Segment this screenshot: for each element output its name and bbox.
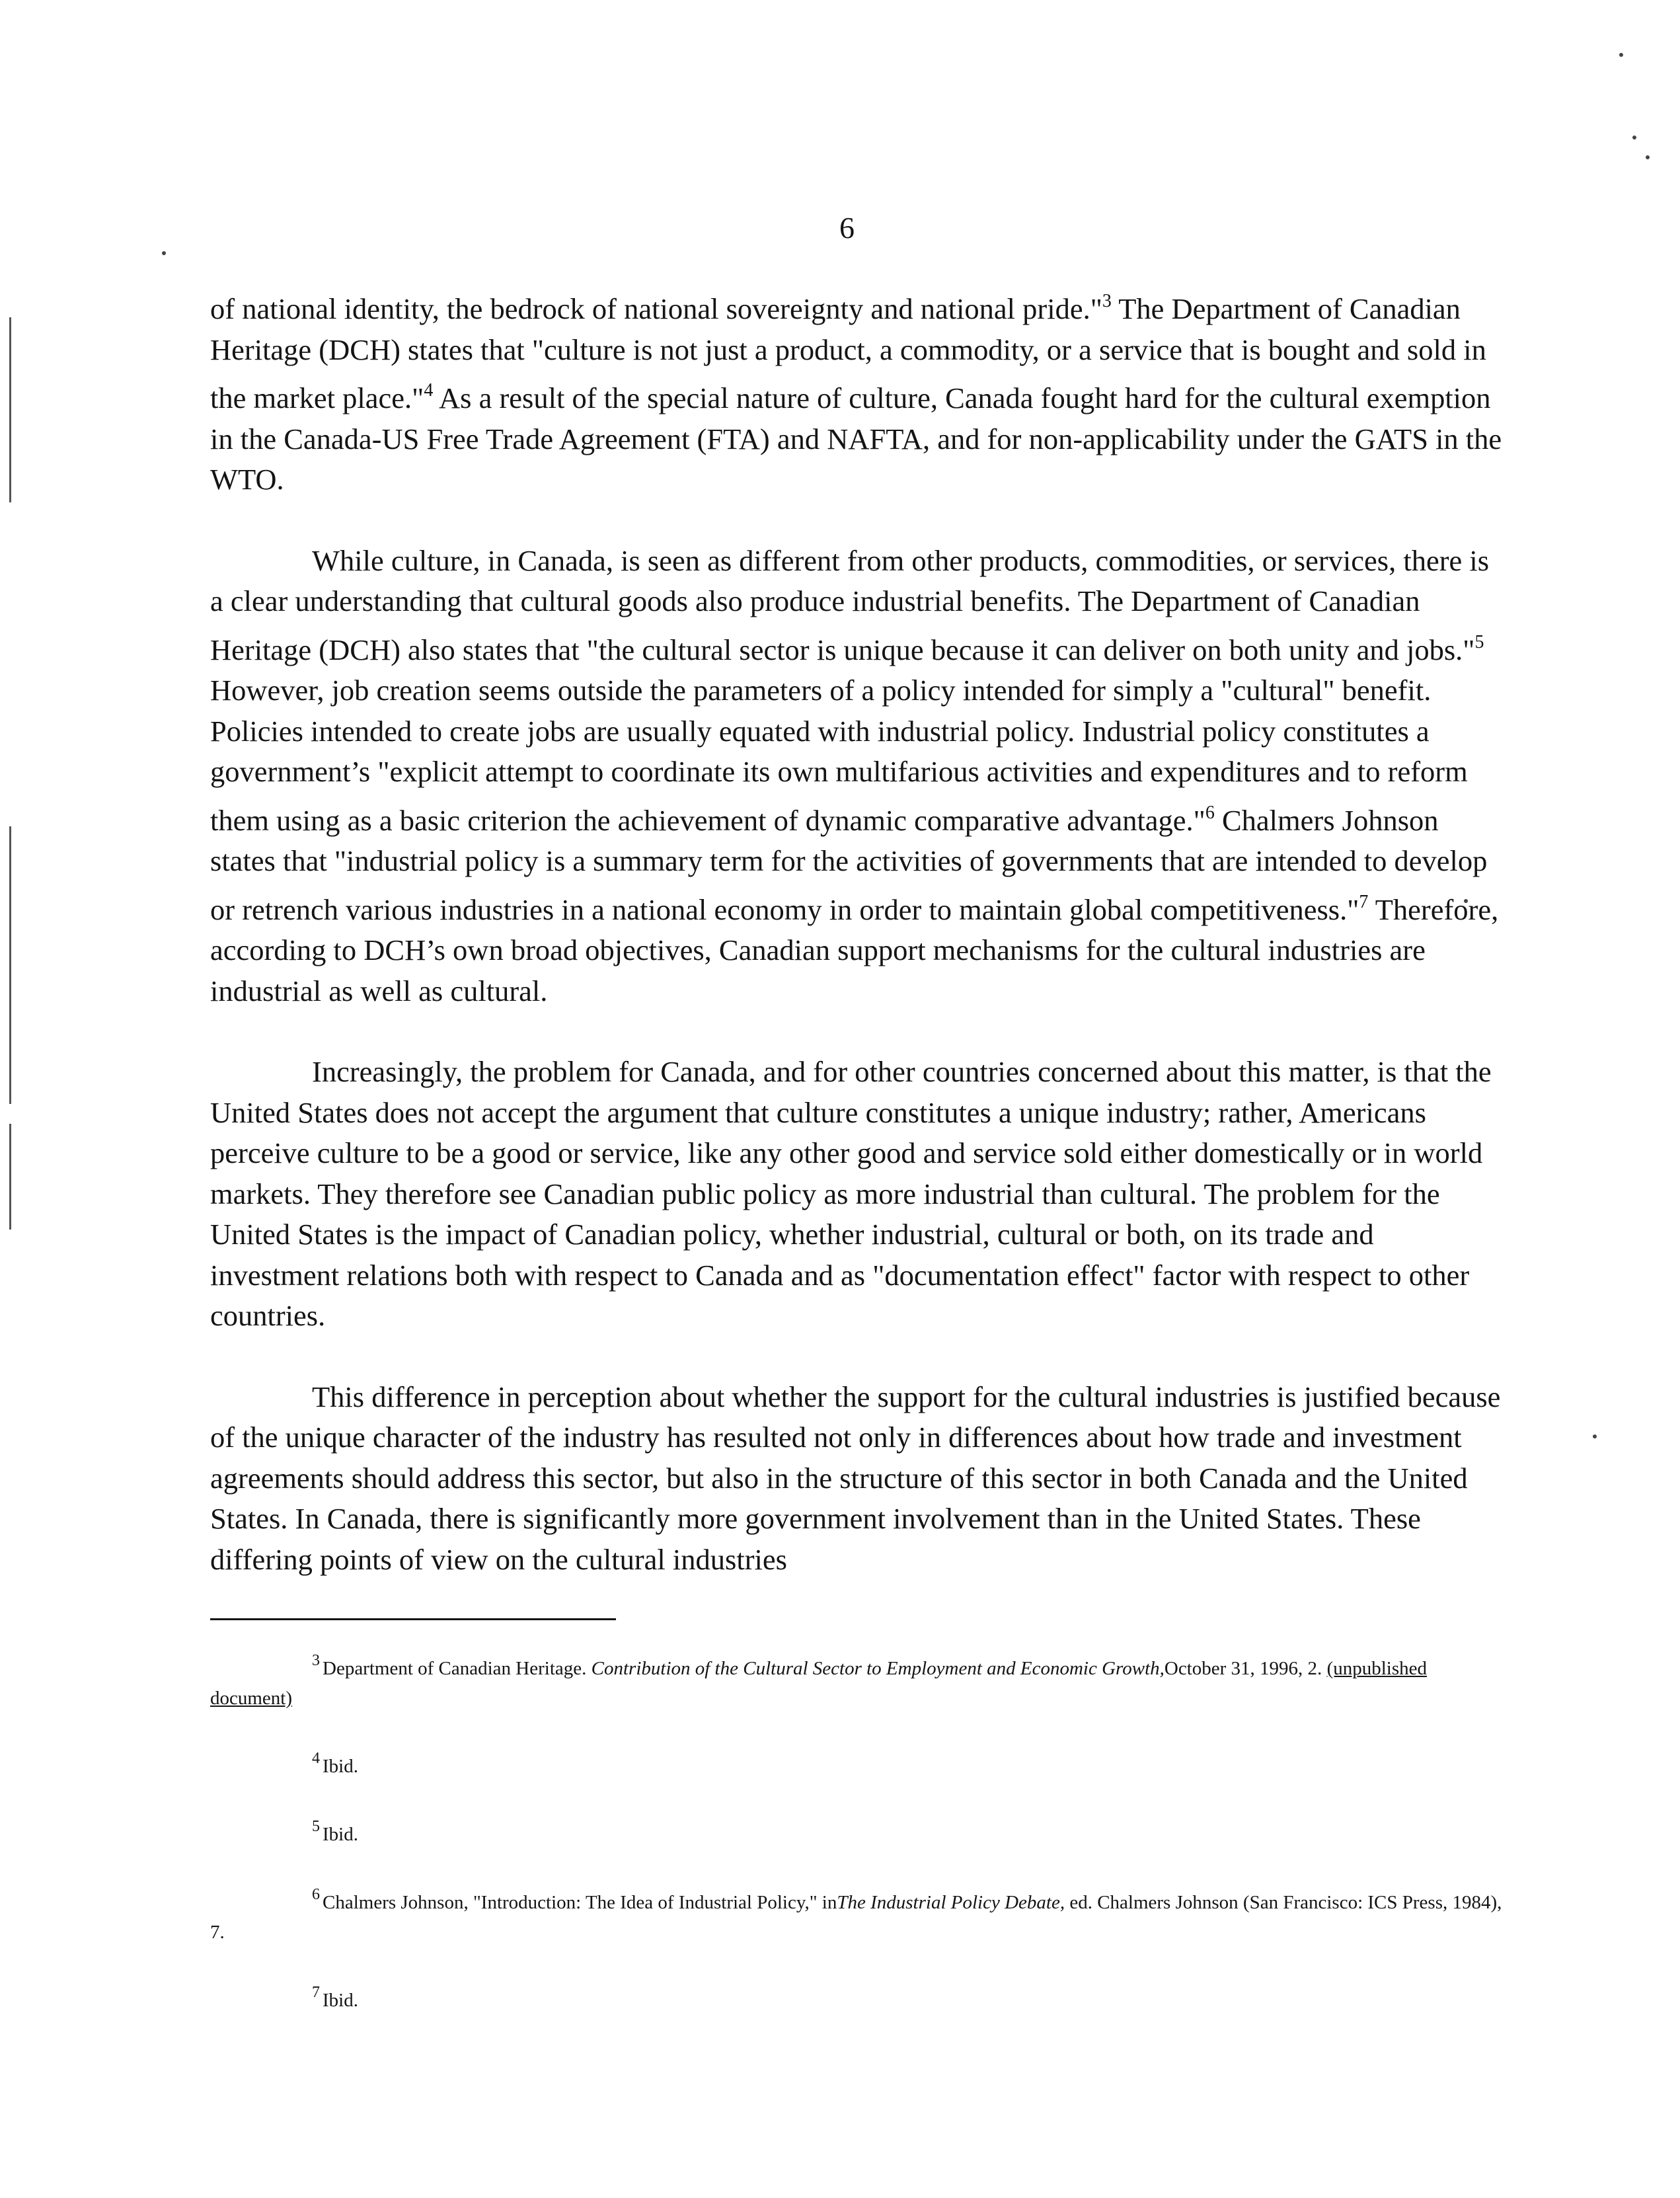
body-paragraph	[210, 281, 1507, 500]
footnote-number: 3	[312, 1652, 320, 1669]
footnote-text: Ibid.	[323, 1824, 358, 1845]
scan-edge-mark	[9, 317, 11, 502]
footnote-text: Chalmers Johnson, "Introduction: The Idea of Industrial Policy," in	[323, 1892, 837, 1913]
scan-dust	[1593, 1434, 1597, 1438]
footnote-reference: 4	[424, 380, 434, 401]
page-number: 6	[839, 211, 855, 245]
footnote-reference: 6	[1205, 802, 1215, 823]
scan-edge-mark	[9, 1124, 11, 1230]
body-text	[210, 281, 1507, 1620]
footnote-text: Ibid.	[323, 1990, 358, 2011]
footnote-number: 4	[312, 1750, 320, 1767]
footnote-title: The Industrial Policy Debate,	[837, 1892, 1065, 1913]
footnote	[210, 1880, 1507, 1947]
body-paragraph	[210, 1052, 1507, 1337]
paragraph-text: However, job creation seems outside the parameters of a policy intended for simply a "cultural" benefit. Policies intended to create jobs are usually equated with industrial policy. Industrial policy constitutes a government’s "explicit attempt to coordinate its own multifarious activities and expenditures and to reform them using as a basic criterion the achievement of dynamic comparative advantage."	[210, 674, 1468, 837]
paragraph-text: While culture, in Canada, is seen as different from other products, commodities, or services, there is a clear understanding that cultural goods also produce industrial benefits. The Department of Canadian Heritage (DCH) also states that "the cultural sector is unique because it can deliver on both unity and jobs."	[210, 543, 1490, 666]
scan-dust	[1646, 155, 1650, 159]
footnote-text: Ibid.	[323, 1756, 358, 1777]
footnote-number: 5	[312, 1818, 320, 1835]
footnote-reference: 3	[1102, 291, 1112, 311]
paragraph-text: Chalmers Johnson states that "industrial policy is a summary term for the activities of governments that are intended to develop or retrench various industries in a national economy in order to maintain global competitiveness."	[210, 803, 1488, 926]
paragraph-text: Increasingly, the problem for Canada, and for other countries concerned about this matter, is that the United States does not accept the argument that culture constitutes a unique industry; rather, Americans perceive culture to be a good or service, like any other good and service sold either domestically or in world markets. They therefore see Canadian public policy as more industrial than cultural. The problem for the United States is the impact of Canadian policy, whether industrial, cultural or both, on its trade and investment relations both with respect to Canada and as "documentation effect" factor with respect to other countries.	[210, 1055, 1492, 1332]
footnotes	[210, 1646, 1507, 2046]
scan-dust	[1632, 136, 1636, 139]
body-paragraph	[210, 541, 1507, 1012]
paragraph-text: of national identity, the bedrock of national sovereignty and national pride."	[210, 292, 1102, 325]
body-paragraph	[210, 1377, 1507, 1581]
footnote-text: October 31, 1996, 2.	[1164, 1658, 1327, 1679]
footnote	[210, 1978, 1507, 2016]
footnote	[210, 1812, 1507, 1850]
scan-dust	[1619, 53, 1623, 57]
footnote-number: 6	[312, 1886, 320, 1903]
footnote-divider	[210, 1618, 616, 1620]
paragraph-text: As a result of the special nature of culture, Canada fought hard for the cultural exemption in the Canada-US Free Trade Agreement (FTA) and NAFTA, and for non-applicability under the GATS in the WTO.	[210, 381, 1502, 496]
footnote-reference: 7	[1359, 891, 1369, 912]
paragraph-text: Therefore, according to DCH’s own broad objectives, Canadian support mechanisms for the cultural industries are industrial as well as cultural.	[210, 892, 1499, 1007]
scan-dust	[162, 251, 166, 255]
scan-edge-mark	[9, 826, 11, 1104]
footnote-number: 7	[312, 1984, 320, 2001]
footnote	[210, 1744, 1507, 1782]
footnote-title: Contribution of the Cultural Sector to Employment and Economic Growth,	[591, 1658, 1165, 1679]
paragraph-text: The Department of Canadian Heritage (DCH) states that "culture is not just a product, a commodity, or a service that is bought and sold in the market place."	[210, 292, 1486, 414]
footnote-reference: 5	[1474, 631, 1484, 652]
footnote-text: Department of Canadian Heritage.	[323, 1658, 592, 1679]
footnote-text: ed. Chalmers Johnson (San Francisco: ICS Press, 1984), 7.	[210, 1892, 1502, 1943]
footnote	[210, 1646, 1507, 1713]
footnote-text: (unpublished document)	[210, 1658, 1427, 1709]
paragraph-text: This difference in perception about whether the support for the cultural industries is justified because of the unique character of the industry has resulted not only in differences about how trade and investment agreements should address this sector, but also in the structure of this sector in both Canada and the United States. In Canada, there is significantly more government involvement than in the United States. These differing points of view on the cultural industries	[210, 1380, 1501, 1576]
